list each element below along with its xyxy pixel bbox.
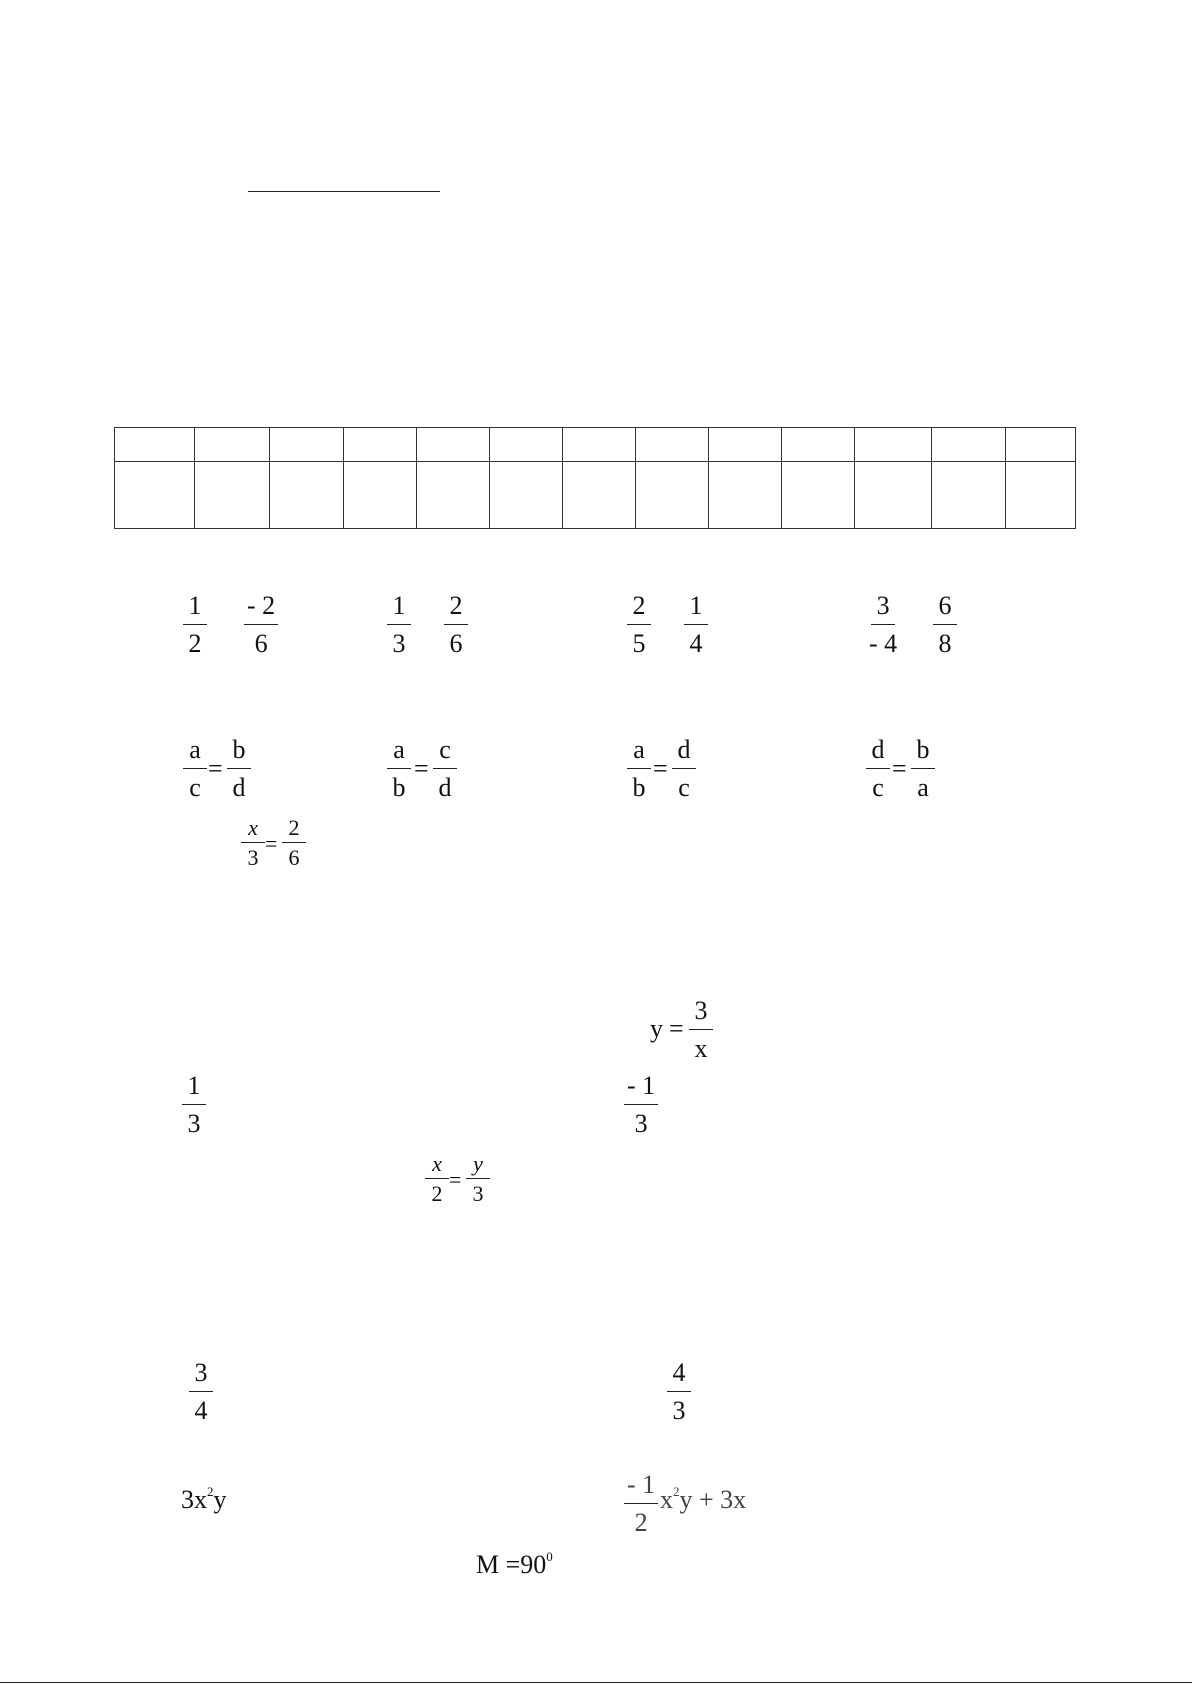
table-cell	[932, 428, 1006, 462]
name-blank-line	[248, 191, 440, 192]
numerator: 1	[684, 593, 708, 625]
table-cell	[782, 428, 855, 462]
fraction	[444, 593, 468, 657]
table-cell	[709, 462, 782, 529]
table-cell	[195, 428, 270, 462]
denominator: 2	[188, 629, 202, 658]
numerator: d	[672, 737, 696, 769]
table-cell	[1006, 462, 1076, 529]
numerator: 2	[627, 593, 651, 625]
table-cell	[782, 462, 855, 529]
denominator: 4	[194, 1396, 208, 1425]
polynomial-var: x	[660, 1485, 673, 1514]
equation-lhs: y	[650, 1014, 663, 1043]
monomial	[181, 1484, 227, 1514]
numerator: b	[911, 737, 935, 769]
fraction	[466, 1153, 490, 1205]
equals-sign: =	[449, 1167, 462, 1192]
numerator: 1	[182, 1073, 206, 1105]
numerator: 6	[933, 593, 957, 625]
polynomial-rest: y + 3x	[679, 1485, 747, 1514]
fraction	[182, 1073, 206, 1137]
fraction	[227, 737, 251, 801]
numerator: 2	[444, 593, 468, 625]
table-cell	[270, 428, 344, 462]
denominator: 3	[392, 629, 406, 658]
denominator: a	[917, 773, 929, 802]
denominator: b	[392, 773, 406, 802]
denominator: 3	[247, 845, 259, 870]
angle-text: M =90	[476, 1550, 547, 1579]
fraction	[866, 593, 900, 657]
denominator: c	[872, 773, 884, 802]
fraction	[433, 737, 457, 801]
angle-equation	[476, 1549, 553, 1579]
monomial-tail: y	[213, 1485, 227, 1514]
numerator: 3	[189, 1360, 213, 1392]
table-cell	[563, 462, 636, 529]
denominator: 8	[938, 629, 952, 658]
fraction	[189, 1360, 213, 1424]
numerator: 3	[871, 593, 895, 625]
equals-sign: =	[892, 754, 907, 783]
denominator: 6	[449, 629, 463, 658]
table-cell	[344, 428, 417, 462]
denominator: 4	[689, 629, 703, 658]
denominator: 5	[632, 629, 646, 658]
numerator: 1	[183, 593, 207, 625]
monomial-exponent: 2	[207, 1484, 214, 1499]
fraction	[627, 737, 651, 801]
fraction	[933, 593, 957, 657]
table-cell	[344, 462, 417, 529]
table-cell	[1006, 428, 1076, 462]
numerator: 2	[282, 817, 306, 843]
fraction	[244, 593, 278, 657]
fraction	[425, 1153, 449, 1205]
table-cell	[270, 462, 344, 529]
numerator: x	[241, 817, 265, 843]
answer-table-answer-row	[115, 462, 1076, 529]
fraction	[911, 737, 935, 801]
denominator: 2	[431, 1181, 443, 1206]
angle-degree: 0	[546, 1549, 553, 1564]
numerator: - 1	[624, 1472, 658, 1504]
equals-sign: =	[208, 754, 223, 783]
denominator: c	[678, 773, 690, 802]
numerator: b	[227, 737, 251, 769]
table-cell	[417, 462, 490, 529]
denominator: c	[189, 773, 201, 802]
fraction	[282, 817, 306, 869]
numerator: a	[627, 737, 651, 769]
denominator: 6	[254, 629, 268, 658]
answer-table	[114, 427, 1076, 529]
table-cell	[855, 428, 932, 462]
denominator: b	[632, 773, 646, 802]
numerator: d	[866, 737, 890, 769]
table-cell	[115, 428, 195, 462]
page-bottom-rule	[0, 1682, 1192, 1683]
polynomial-body	[660, 1484, 747, 1514]
numerator: c	[433, 737, 457, 769]
denominator: d	[232, 773, 246, 802]
fraction	[624, 1073, 658, 1137]
numerator: a	[183, 737, 207, 769]
numerator: 4	[667, 1360, 691, 1392]
numerator: y	[466, 1153, 490, 1179]
fraction	[667, 1360, 691, 1424]
numerator: a	[387, 737, 411, 769]
monomial-coef: 3x	[181, 1485, 207, 1514]
table-cell	[636, 462, 709, 529]
fraction	[627, 593, 651, 657]
denominator: x	[694, 1034, 708, 1063]
denominator: 2	[634, 1508, 648, 1537]
equals-sign: =	[265, 831, 278, 856]
table-cell	[195, 462, 270, 529]
fraction	[684, 593, 708, 657]
table-cell	[709, 428, 782, 462]
table-cell	[932, 462, 1006, 529]
table-cell	[417, 428, 490, 462]
denominator: - 4	[869, 629, 898, 658]
fraction	[241, 817, 265, 869]
numerator: - 2	[244, 593, 278, 625]
table-cell	[115, 462, 195, 529]
numerator: x	[425, 1153, 449, 1179]
fraction	[624, 1472, 658, 1536]
numerator: 1	[387, 593, 411, 625]
answer-table-header-row	[115, 428, 1076, 462]
equals-sign: =	[414, 754, 429, 783]
equals-sign: =	[669, 1014, 684, 1043]
denominator: 3	[472, 1181, 484, 1206]
table-cell	[636, 428, 709, 462]
fraction	[387, 593, 411, 657]
fraction	[183, 593, 207, 657]
denominator: 3	[187, 1109, 201, 1138]
fraction	[689, 998, 713, 1062]
denominator: 3	[672, 1396, 686, 1425]
denominator: 6	[288, 845, 300, 870]
numerator: - 1	[624, 1073, 658, 1105]
fraction	[866, 737, 890, 801]
numerator: 3	[689, 998, 713, 1030]
table-cell	[490, 428, 563, 462]
denominator: d	[438, 773, 452, 802]
fraction	[387, 737, 411, 801]
denominator: 3	[634, 1109, 648, 1138]
equals-sign: =	[653, 754, 668, 783]
fraction	[672, 737, 696, 801]
fraction	[183, 737, 207, 801]
table-cell	[490, 462, 563, 529]
table-cell	[855, 462, 932, 529]
polynomial-exponent: 2	[673, 1484, 680, 1499]
table-cell	[563, 428, 636, 462]
